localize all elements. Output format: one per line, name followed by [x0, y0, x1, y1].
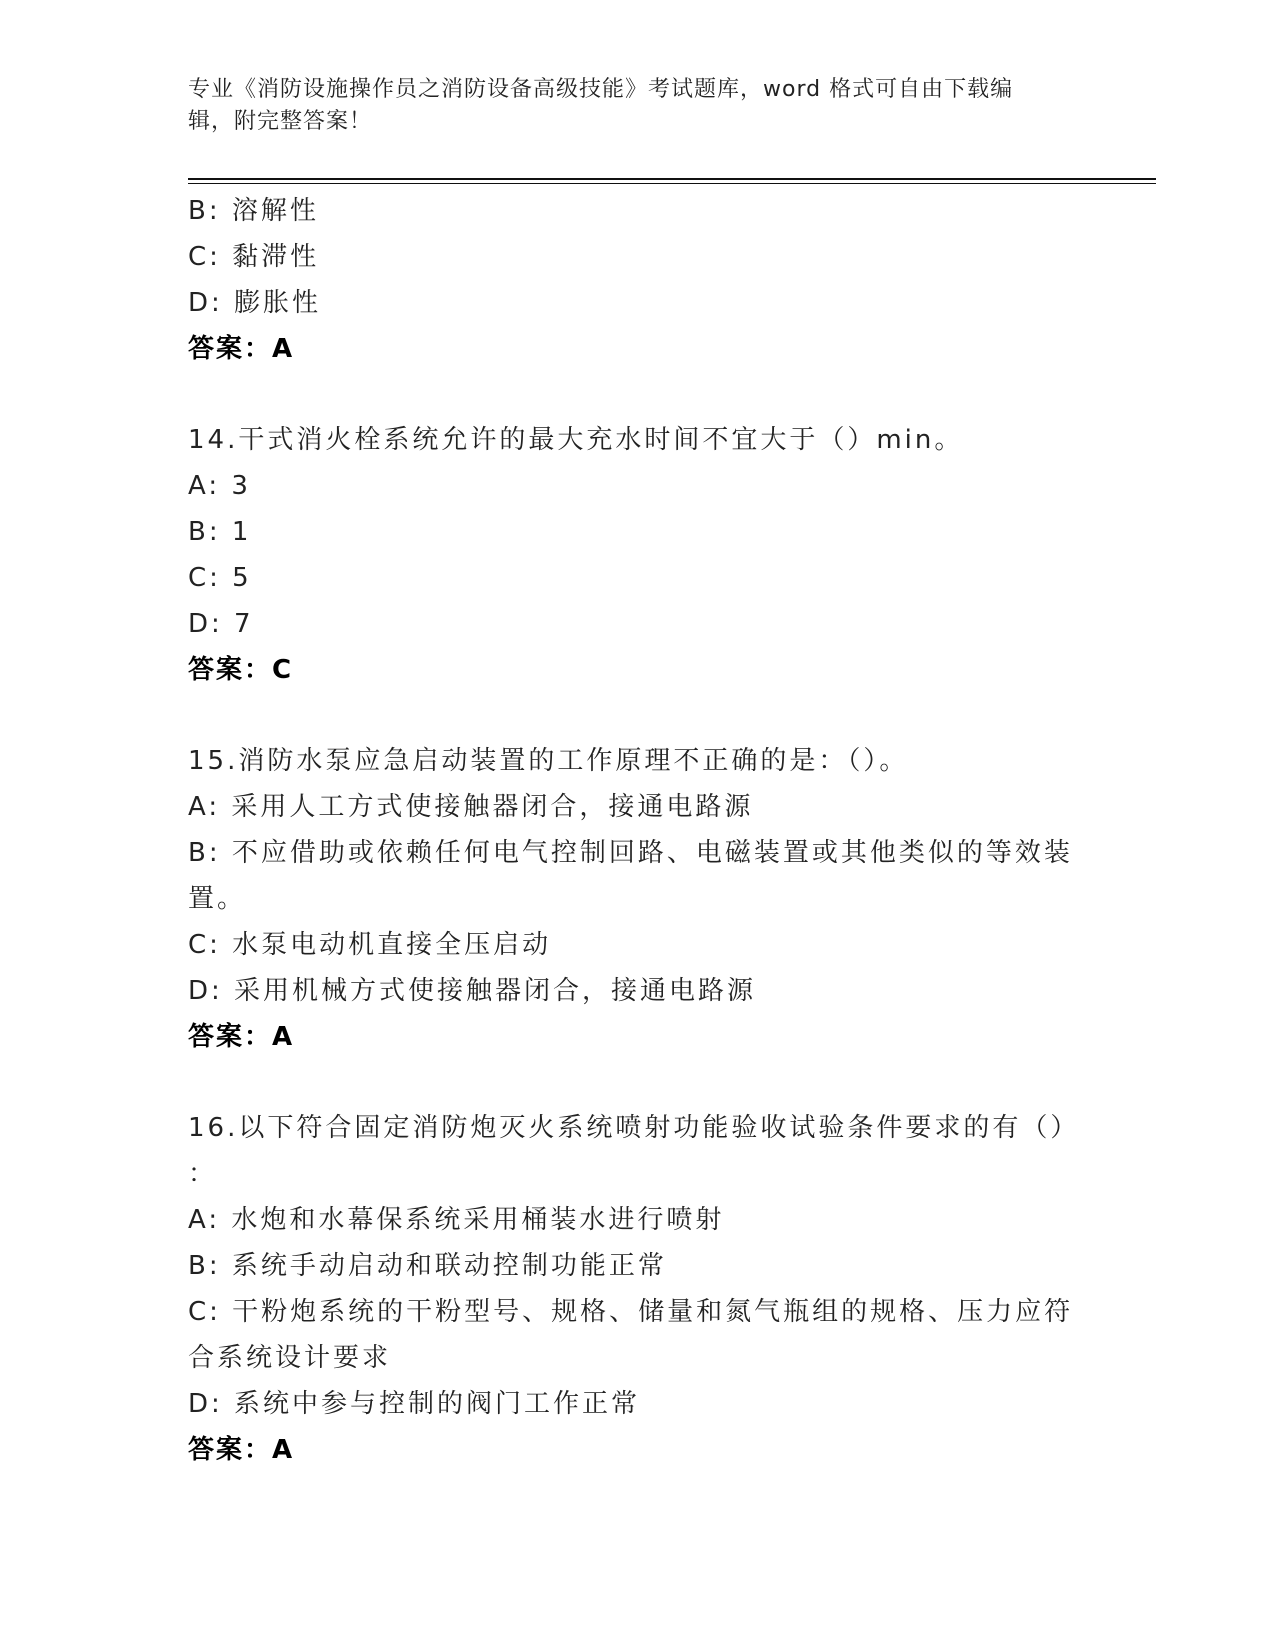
q15-option-b-line-1: B: 不应借助或依赖任何电气控制回路、电磁装置或其他类似的等效装: [188, 838, 1073, 868]
q13-option-c: C: 黏滞性: [188, 242, 320, 272]
question-16: [188, 1105, 1088, 1473]
q16-option-c-line-1: C: 干粉炮系统的干粉型号、规格、储量和氮气瓶组的规格、压力应符: [188, 1297, 1074, 1327]
question-list: [188, 188, 1088, 1473]
q13-option-b: B: 溶解性: [188, 196, 319, 226]
q15-option-b-line-2: 置。: [188, 884, 247, 914]
q14-option-c: C: 5: [188, 563, 252, 593]
header-line-1: 专业《消防设施操作员之消防设备高级技能》考试题库，word 格式可自由下载编: [188, 77, 1014, 102]
header-line-2: 辑，附完整答案！: [188, 109, 373, 134]
header-divider-thin: [188, 183, 1156, 184]
question-15: [188, 738, 1088, 1060]
q15-option-d: D: 采用机械方式使接触器闭合，接通电路源: [188, 976, 757, 1006]
q14-option-b: B: 1: [188, 517, 252, 547]
q16-stem-line-1: 16.以下符合固定消防炮灭火系统喷射功能验收试验条件要求的有（）: [188, 1113, 1080, 1143]
q14-option-a: A: 3: [188, 471, 251, 501]
q14-stem: 14.干式消火栓系统允许的最大充水时间不宜大于（）min。: [188, 425, 964, 455]
q15-answer: 答案：A: [188, 1022, 295, 1052]
document-header: [188, 74, 1068, 138]
spacer: [188, 372, 1088, 417]
question-13-tail: [188, 188, 1088, 372]
q16-option-b: B: 系统手动启动和联动控制功能正常: [188, 1251, 667, 1281]
q14-answer: 答案：C: [188, 655, 294, 685]
q14-option-d: D: 7: [188, 609, 254, 639]
q15-option-a: A: 采用人工方式使接触器闭合，接通电路源: [188, 792, 754, 822]
q15-option-c: C: 水泵电动机直接全压启动: [188, 930, 552, 960]
q16-option-d: D: 系统中参与控制的阀门工作正常: [188, 1389, 641, 1419]
question-14: [188, 417, 1088, 693]
q16-option-c-line-2: 合系统设计要求: [188, 1343, 392, 1373]
q15-stem: 15.消防水泵应急启动装置的工作原理不正确的是：（）。: [188, 746, 909, 776]
q16-stem-line-2: ：: [188, 1159, 218, 1189]
q13-answer: 答案：A: [188, 334, 295, 364]
q16-answer: 答案：A: [188, 1435, 295, 1465]
q13-option-d: D: 膨胀性: [188, 288, 322, 318]
q16-option-a: A: 水炮和水幕保系统采用桶装水进行喷射: [188, 1205, 725, 1235]
header-divider-thick: [188, 178, 1156, 180]
spacer: [188, 1060, 1088, 1105]
spacer: [188, 693, 1088, 738]
